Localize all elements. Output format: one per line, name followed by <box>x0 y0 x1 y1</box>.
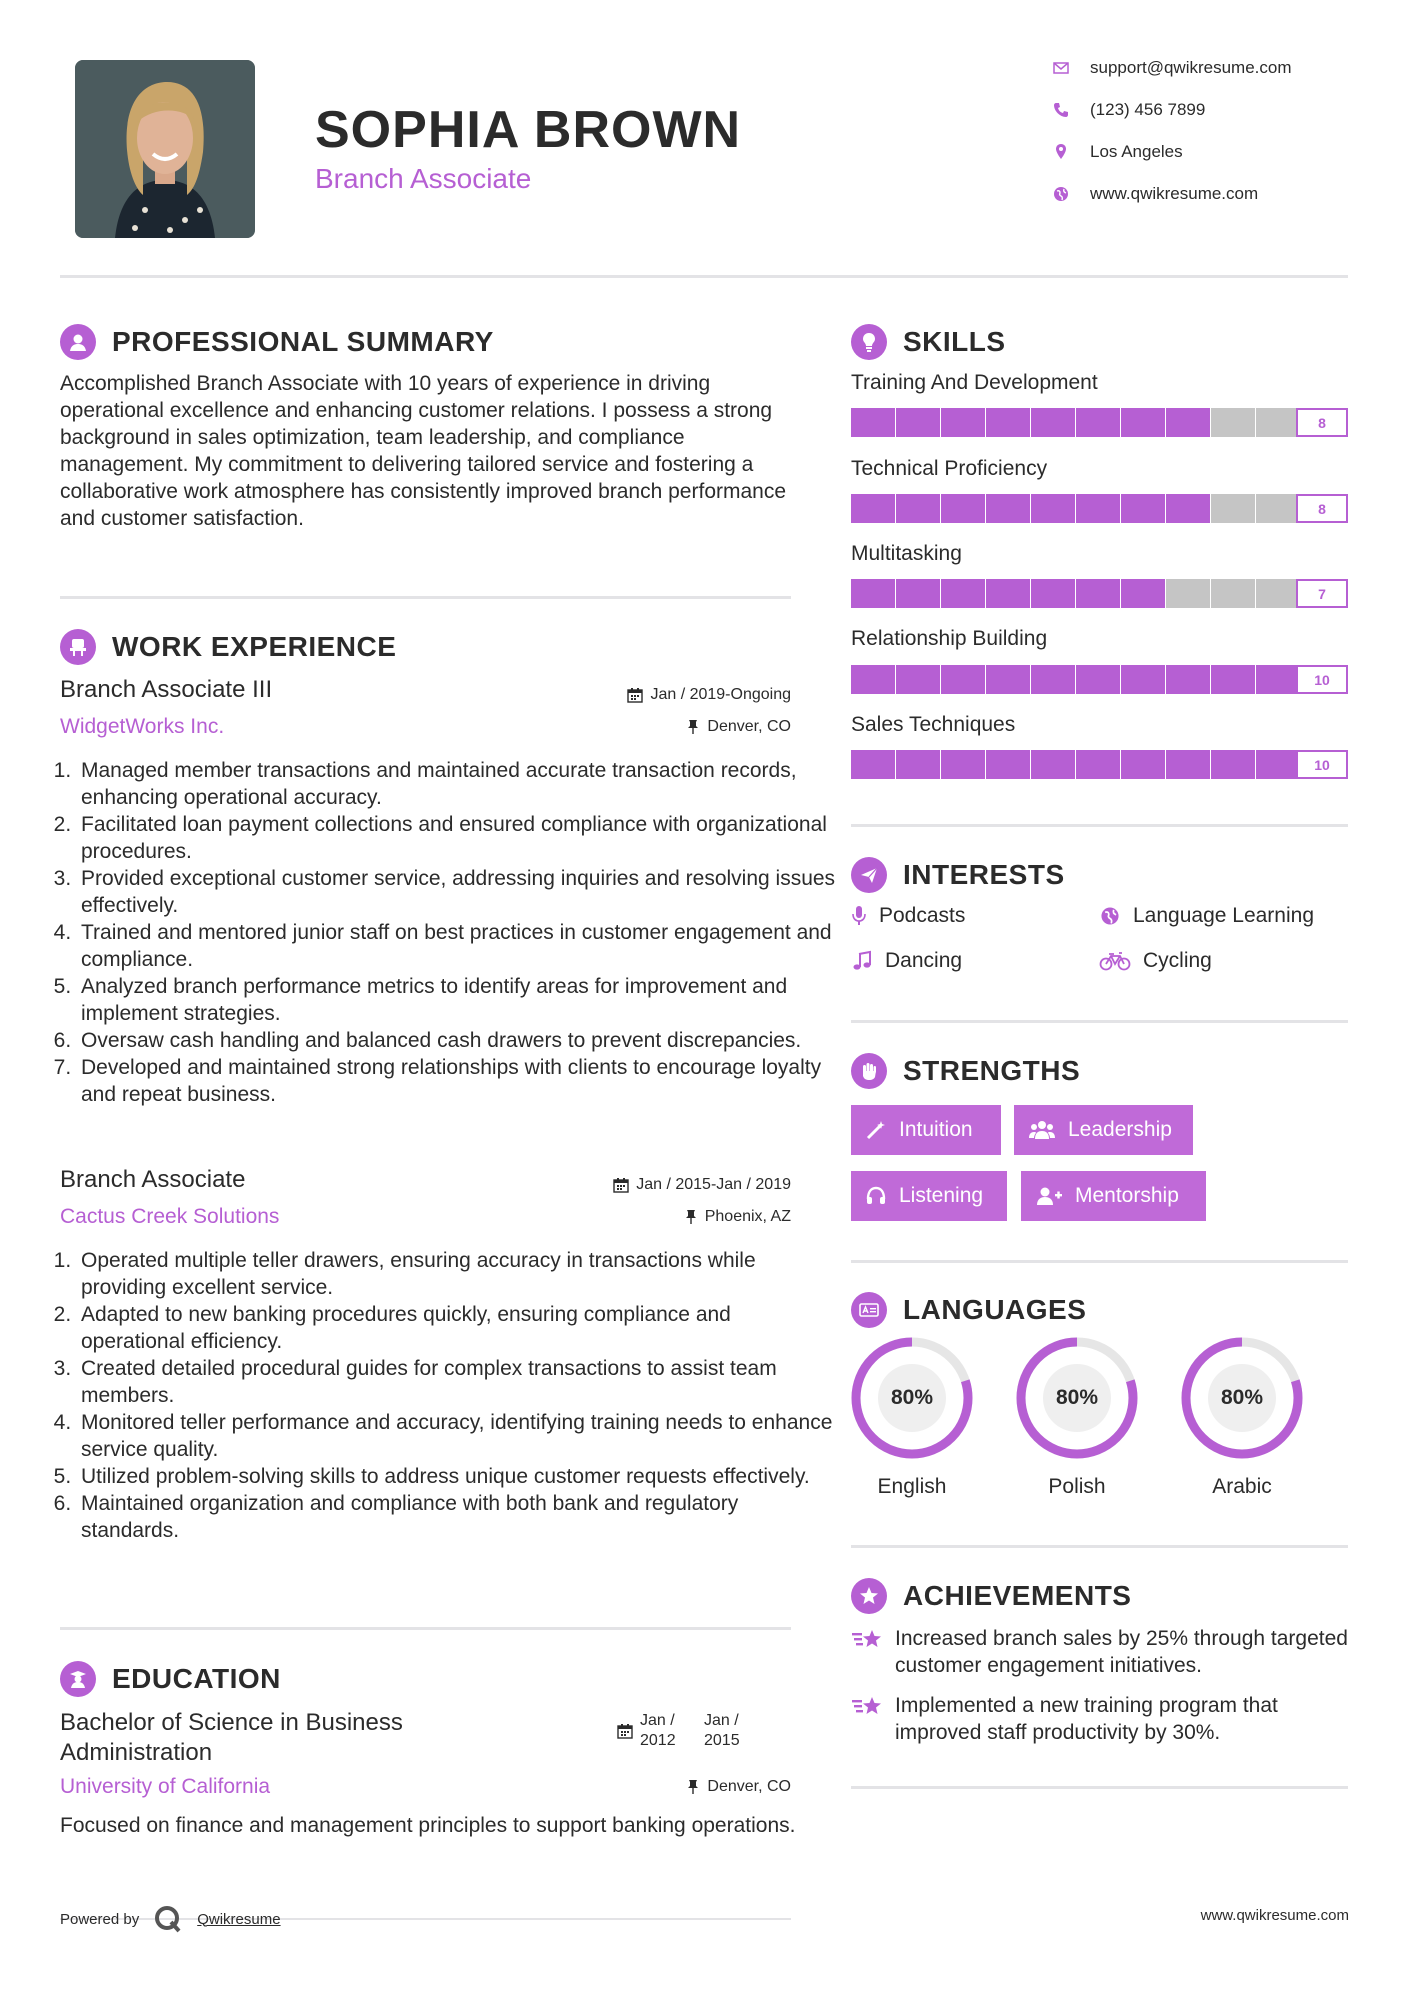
education-degree: Bachelor of Science in Business Administration <box>60 1709 403 1766</box>
job-2-location <box>684 1208 791 1226</box>
skill-segment <box>1166 665 1210 694</box>
paper-plane-icon <box>851 857 887 893</box>
strength-label: Mentorship <box>1075 1184 1179 1207</box>
skill-segment <box>941 750 985 779</box>
skill-segment <box>896 579 940 608</box>
skill-segment <box>986 408 1030 437</box>
achievement-text: Increased branch sales by 25% through targeted customer engagement initiatives. <box>895 1627 1348 1677</box>
language-name: English <box>877 1475 947 1498</box>
job-2-location-text: Phoenix, AZ <box>704 1208 791 1225</box>
briefcase-icon <box>60 629 96 665</box>
strengths-title: STRENGTHS <box>903 1055 1081 1086</box>
contact-location <box>1052 142 1183 162</box>
list-item: 5. Utilized problem-solving skills to address unique customer requests effectively. <box>77 1463 837 1490</box>
skill-level: 8 <box>1296 494 1348 523</box>
list-item: 4. Trained and mentored junior staff on best practices in customer engagement and compliance. <box>77 919 837 973</box>
candidate-role: Branch Associate <box>315 163 532 194</box>
interest-item <box>1099 904 1314 928</box>
skill-segment <box>1166 408 1210 437</box>
skill-segment <box>851 579 895 608</box>
email-icon <box>1052 59 1070 77</box>
contact-phone-text: (123) 456 7899 <box>1090 100 1206 119</box>
language-name: Arabic <box>1212 1475 1272 1498</box>
skill-level: 8 <box>1296 408 1348 437</box>
strength-chip <box>851 1105 1001 1155</box>
job-1-location <box>686 718 791 736</box>
contact-location-text: Los Angeles <box>1090 142 1183 161</box>
education-title: EDUCATION <box>112 1663 281 1694</box>
skill-segment <box>941 408 985 437</box>
summary-divider <box>60 596 791 599</box>
strength-label: Leadership <box>1068 1118 1172 1141</box>
strength-chip <box>851 1171 1007 1221</box>
list-item: 5. Analyzed branch performance metrics to identify areas for improvement and implement strategies. <box>77 973 837 1027</box>
skill-segment <box>851 750 895 779</box>
job-1-date-text: Jan / 2019-Ongoing <box>650 686 791 703</box>
powered-by-label: Powered by <box>60 1910 140 1928</box>
interest-item <box>1099 949 1212 973</box>
summary-title: PROFESSIONAL SUMMARY <box>112 326 494 357</box>
skill-level: 7 <box>1296 579 1348 608</box>
globe-icon <box>1052 185 1070 203</box>
skill-segment <box>986 665 1030 694</box>
skill-name: Sales Techniques <box>851 713 1016 736</box>
list-item: 1. Managed member transactions and maintained accurate transaction records, enhancing operational accuracy. <box>77 757 837 811</box>
summary-header <box>60 324 494 360</box>
skill-segment <box>986 579 1030 608</box>
skill-segment <box>1211 494 1255 523</box>
summary-text: Accomplished Branch Associate with 10 years of experience in driving operational excellence and enhancing customer relations. I possess a strong background in sales optimization, team leadership, and compliance management. My commitment to delivering tailored service and fostering a collaborative work atmosphere has consistently improved branch performance and customer satisfaction. <box>60 372 787 530</box>
skill-segment <box>1031 408 1075 437</box>
skill-segment <box>1211 665 1255 694</box>
fist-icon <box>851 1053 887 1089</box>
music-note-icon <box>851 950 873 972</box>
skill-segment <box>1211 408 1255 437</box>
skill-segment <box>1211 750 1255 779</box>
phone-icon <box>1052 101 1070 119</box>
skill-segment <box>1166 750 1210 779</box>
header-divider <box>60 275 1348 278</box>
skill-segment <box>1166 494 1210 523</box>
skill-segment <box>851 665 895 694</box>
skill-bar <box>851 494 1348 523</box>
globe-icon <box>1099 905 1121 927</box>
job-2-bullets <box>33 1247 837 1544</box>
list-item: 1. Operated multiple teller drawers, ensuring accuracy in transactions while providing excellent service. <box>77 1247 837 1301</box>
skill-segment <box>1121 408 1165 437</box>
skill-segment <box>896 408 940 437</box>
skill-segment <box>1121 494 1165 523</box>
microphone-icon <box>851 905 867 927</box>
job-2-title: Branch Associate <box>60 1166 246 1193</box>
qwikresume-link[interactable]: Qwikresume <box>197 1910 281 1928</box>
skill-segment <box>1166 579 1210 608</box>
contact-website[interactable] <box>1052 184 1258 204</box>
job-1-date <box>627 686 791 704</box>
skill-segment <box>896 665 940 694</box>
profile-photo <box>75 60 255 238</box>
award-icon <box>851 1578 887 1614</box>
education-location <box>686 1778 791 1796</box>
skill-bar <box>851 665 1348 694</box>
list-item: 3. Created detailed procedural guides for complex transactions to assist team members. <box>77 1355 837 1409</box>
skill-segment <box>1121 665 1165 694</box>
pushpin-icon <box>686 1779 700 1795</box>
pushpin-icon <box>684 1209 698 1225</box>
location-pin-icon <box>1052 143 1070 161</box>
skill-segment <box>1031 665 1075 694</box>
education-description: Focused on finance and management principles to support banking operations. <box>60 1814 796 1837</box>
language-percent: 80% <box>1055 1386 1099 1409</box>
education-end: Jan / 2015 <box>704 1712 740 1749</box>
language-icon <box>851 1292 887 1328</box>
interests-header <box>851 857 1065 893</box>
skills-divider <box>851 824 1348 827</box>
job-2-date <box>613 1176 791 1194</box>
powered-by <box>60 1904 281 1934</box>
interests-divider <box>851 1020 1348 1023</box>
candidate-name: SOPHIA BROWN <box>315 101 742 159</box>
strength-label: Listening <box>899 1184 984 1207</box>
skill-segment <box>986 494 1030 523</box>
skill-bar <box>851 750 1348 779</box>
skill-segment <box>851 494 895 523</box>
skill-segment <box>851 408 895 437</box>
headphones-icon <box>865 1185 887 1207</box>
strength-label: Intuition <box>899 1118 973 1141</box>
skill-bar <box>851 408 1348 437</box>
achievement-item <box>851 1692 1355 1746</box>
work-header <box>60 629 396 665</box>
education-start: Jan / 2012 <box>640 1712 676 1749</box>
strengths-header <box>851 1053 1080 1089</box>
achievements-header <box>851 1578 1131 1614</box>
skill-name: Relationship Building <box>851 627 1048 650</box>
list-item: 3. Provided exceptional customer service, addressing inquiries and resolving issues effectively. <box>77 865 837 919</box>
skill-bar <box>851 579 1348 608</box>
skill-segment <box>1211 579 1255 608</box>
skill-segment <box>1121 579 1165 608</box>
user-plus-icon <box>1035 1185 1063 1207</box>
work-divider <box>60 1627 791 1630</box>
skill-segment <box>1076 494 1120 523</box>
skill-segment <box>1076 579 1120 608</box>
skills-title: SKILLS <box>903 326 1006 357</box>
contact-website-text: www.qwikresume.com <box>1090 184 1259 203</box>
education-location-text: Denver, CO <box>707 1778 791 1795</box>
skill-segment <box>1121 750 1165 779</box>
job-1-company: WidgetWorks Inc. <box>60 715 225 738</box>
skill-segment <box>941 665 985 694</box>
interest-label: Language Learning <box>1133 904 1315 927</box>
interest-item <box>851 949 962 973</box>
calendar-icon <box>613 1177 629 1193</box>
skill-segment <box>1031 750 1075 779</box>
strength-chip <box>1014 1105 1193 1155</box>
strengths-divider <box>851 1260 1348 1263</box>
achievements-title: ACHIEVEMENTS <box>903 1580 1132 1611</box>
contact-email-text: support@qwikresume.com <box>1090 58 1292 77</box>
languages-divider <box>851 1545 1348 1548</box>
skills-header <box>851 324 1006 360</box>
education-school: University of California <box>60 1775 271 1798</box>
languages-header <box>851 1292 1086 1328</box>
achievement-text: Implemented a new training program that improved staff productivity by 30%. <box>895 1694 1278 1744</box>
achievements-divider <box>851 1786 1348 1789</box>
interest-label: Cycling <box>1143 949 1212 972</box>
user-icon <box>60 324 96 360</box>
calendar-icon <box>617 1723 633 1739</box>
list-item: 2. Facilitated loan payment collections and ensured compliance with organizational procedures. <box>77 811 837 865</box>
magic-wand-icon <box>865 1119 887 1141</box>
graduate-icon <box>60 1661 96 1697</box>
shooting-star-icon <box>851 1692 895 1746</box>
contact-phone[interactable] <box>1052 100 1205 120</box>
footer-url[interactable]: www.qwikresume.com <box>1200 1907 1349 1924</box>
qwikresume-logo-icon <box>153 1904 183 1934</box>
skill-segment <box>1031 494 1075 523</box>
interest-label: Podcasts <box>879 904 966 927</box>
shooting-star-icon <box>851 1625 895 1679</box>
calendar-icon <box>627 687 643 703</box>
skill-segment <box>896 750 940 779</box>
job-1-title: Branch Associate III <box>60 676 273 703</box>
lightbulb-icon <box>851 324 887 360</box>
skill-segment <box>896 494 940 523</box>
skill-name: Technical Proficiency <box>851 457 1048 480</box>
job-2-date-text: Jan / 2015-Jan / 2019 <box>636 1176 791 1193</box>
interests-title: INTERESTS <box>903 859 1065 890</box>
job-1-location-text: Denver, CO <box>707 718 791 735</box>
list-item: 4. Monitored teller performance and accuracy, identifying training needs to enhance service quality. <box>77 1409 837 1463</box>
skill-segment <box>1076 665 1120 694</box>
list-item: 6. Maintained organization and compliance with both bank and regulatory standards. <box>77 1490 837 1544</box>
interest-item <box>851 904 965 928</box>
language-percent: 80% <box>890 1386 934 1409</box>
skill-segment <box>986 750 1030 779</box>
job-1-bullets <box>33 757 837 1108</box>
pushpin-icon <box>686 719 700 735</box>
bicycle-icon <box>1099 950 1131 972</box>
job-2-company: Cactus Creek Solutions <box>60 1205 280 1228</box>
strength-chip <box>1021 1171 1206 1221</box>
skill-segment <box>941 494 985 523</box>
education-dates <box>617 1711 754 1751</box>
language-name: Polish <box>1048 1475 1106 1498</box>
skill-segment <box>1031 579 1075 608</box>
list-item: 6. Oversaw cash handling and balanced cash drawers to prevent discrepancies. <box>77 1027 837 1054</box>
list-item: 2. Adapted to new banking procedures quickly, ensuring compliance and operational efficiency. <box>77 1301 837 1355</box>
education-header <box>60 1661 281 1697</box>
achievement-item <box>851 1625 1355 1679</box>
languages-title: LANGUAGES <box>903 1294 1087 1325</box>
skill-name: Multitasking <box>851 542 962 565</box>
interest-label: Dancing <box>885 949 963 972</box>
skill-level: 10 <box>1296 750 1348 779</box>
skill-level: 10 <box>1296 665 1348 694</box>
skill-name: Training And Development <box>851 371 1098 394</box>
group-icon <box>1028 1119 1056 1141</box>
skill-segment <box>1076 750 1120 779</box>
work-title: WORK EXPERIENCE <box>112 631 397 662</box>
skill-segment <box>1076 408 1120 437</box>
skill-segment <box>941 579 985 608</box>
contact-email[interactable] <box>1052 58 1292 78</box>
language-percent: 80% <box>1220 1386 1264 1409</box>
list-item: 7. Developed and maintained strong relationships with clients to encourage loyalty and repeat business. <box>77 1054 837 1108</box>
